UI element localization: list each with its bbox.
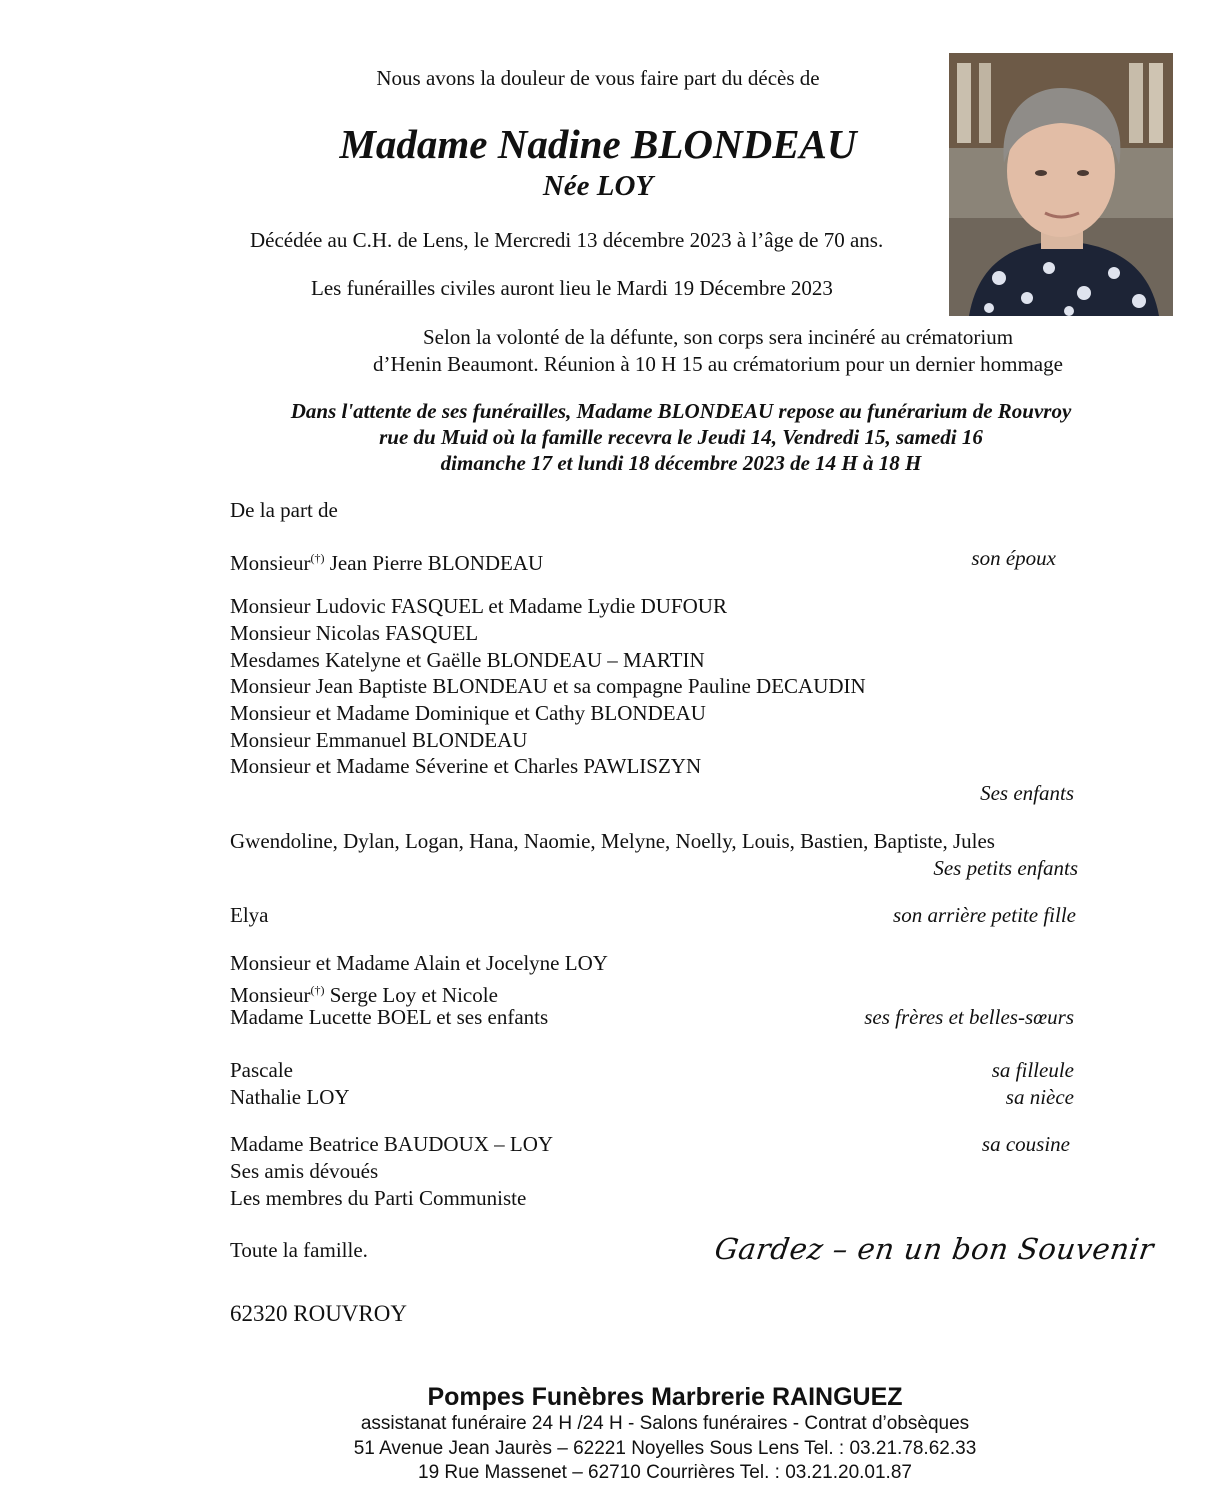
epoux-name: Monsieur(†) Jean Pierre BLONDEAU [230, 551, 544, 575]
enfants-role: Ses enfants [980, 781, 1074, 805]
company-address-2: 19 Rue Massenet – 62710 Courrières Tel. : 03.21.20.01.87 [418, 1462, 912, 1483]
enfant-row: Monsieur Jean Baptiste BLONDEAU et sa compagne Pauline DECAUDIN [230, 674, 866, 698]
niece-row: Nathalie LOY sa nièce [230, 1085, 1074, 1109]
visitation-notice [245, 398, 1117, 476]
de-la-part: De la part de [230, 498, 338, 522]
maiden-name: Née LOY [542, 170, 654, 202]
petits-enfants: Gwendoline, Dylan, Logan, Hana, Naomie, Melyne, Noelly, Louis, Bastien, Baptiste, Jules [230, 829, 995, 853]
enfant-row: Monsieur et Madame Dominique et Cathy BLONDEAU [230, 701, 706, 725]
petits-enfants-role-row [230, 855, 1078, 882]
cousine-row: Madame Beatrice BAUDOUX – LOY sa cousine [230, 1132, 1070, 1156]
deceased-name: Madame Nadine BLONDEAU [339, 121, 857, 167]
enfant-row: Monsieur et Madame Séverine et Charles PAWLISZYN [230, 754, 702, 778]
cremation-notice [330, 324, 1106, 378]
parti-row: Les membres du Parti Communiste [230, 1186, 527, 1210]
niece-role: sa nièce [1005, 1085, 1074, 1109]
frere-row: Madame Lucette BOEL et ses enfants ses frères et belles-sœurs [230, 1005, 1074, 1029]
freres-role: ses frères et belles-sœurs [864, 1005, 1074, 1029]
cremation-line-1: Selon la volonté de la défunte, son corps sera incinéré au crématorium [422, 325, 1014, 349]
epoux-role: son époux [971, 546, 1056, 570]
frere-row: Monsieur(†) Serge Loy et Nicole [230, 983, 498, 1007]
amis-row: Ses amis dévoués [230, 1159, 379, 1183]
arriere-row [230, 902, 1078, 929]
epoux-row [230, 545, 1078, 575]
portrait-photo [949, 53, 1173, 316]
filleule-role: sa filleule [991, 1058, 1074, 1082]
visitation-line-2: rue du Muid où la famille recevra le Jeudi 14, Vendredi 15, samedi 16 [379, 425, 983, 449]
petits-enfants-role: Ses petits enfants [933, 856, 1078, 880]
ville: 62320 ROUVROY [230, 1301, 407, 1326]
enfants-role-row [230, 780, 1078, 807]
frere-row: Monsieur et Madame Alain et Jocelyne LOY [230, 951, 608, 975]
enfant-row: Monsieur Emmanuel BLONDEAU [230, 728, 528, 752]
arriere-name: Elya [230, 903, 269, 927]
toute-la-famille: Toute la famille. [230, 1238, 368, 1262]
enfant-row: Monsieur Nicolas FASQUEL [230, 621, 479, 645]
cremation-line-2: d’Henin Beaumont. Réunion à 10 H 15 au crématorium pour un dernier hommage [373, 352, 1063, 376]
visitation-line-1: Dans l'attente de ses funérailles, Madame BLONDEAU repose au funérarium de Rouvroy [290, 399, 1072, 423]
company-address-1: 51 Avenue Jean Jaurès – 62221 Noyelles Sous Lens Tel. : 03.21.78.62.33 [353, 1438, 977, 1459]
filleule-row: Pascale sa filleule [230, 1058, 1074, 1082]
funeral-date: Les funérailles civiles auront lieu le Mardi 19 Décembre 2023 [311, 276, 833, 300]
deceased-mark: (†) [310, 983, 325, 997]
souvenir-signature: Gardez – en un bon Souvenir [712, 1232, 1157, 1266]
intro-text: Nous avons la douleur de vous faire part du décès de [376, 66, 820, 90]
portrait-illustration [949, 53, 1173, 316]
enfant-row: Monsieur Ludovic FASQUEL et Madame Lydie DUFOUR [230, 594, 727, 618]
ville-row [230, 1300, 1078, 1327]
arriere-role: son arrière petite fille [893, 903, 1076, 927]
deceased-mark: (†) [310, 551, 325, 565]
company-services: assistanat funéraire 24 H /24 H - Salons funéraires - Contrat d’obsèques [360, 1413, 970, 1434]
cousine-role: sa cousine [981, 1132, 1070, 1156]
de-la-part-row [230, 497, 1078, 524]
enfant-row: Mesdames Katelyne et Gaëlle BLONDEAU – MARTIN [230, 648, 705, 672]
death-notice: Décédée au C.H. de Lens, le Mercredi 13 décembre 2023 à l’âge de 70 ans. [250, 228, 884, 252]
company-name: Pompes Funèbres Marbrerie RAINGUEZ [427, 1383, 903, 1411]
visitation-line-3: dimanche 17 et lundi 18 décembre 2023 de 14 H à 18 H [440, 451, 922, 475]
petits-enfants-row [230, 828, 1078, 855]
